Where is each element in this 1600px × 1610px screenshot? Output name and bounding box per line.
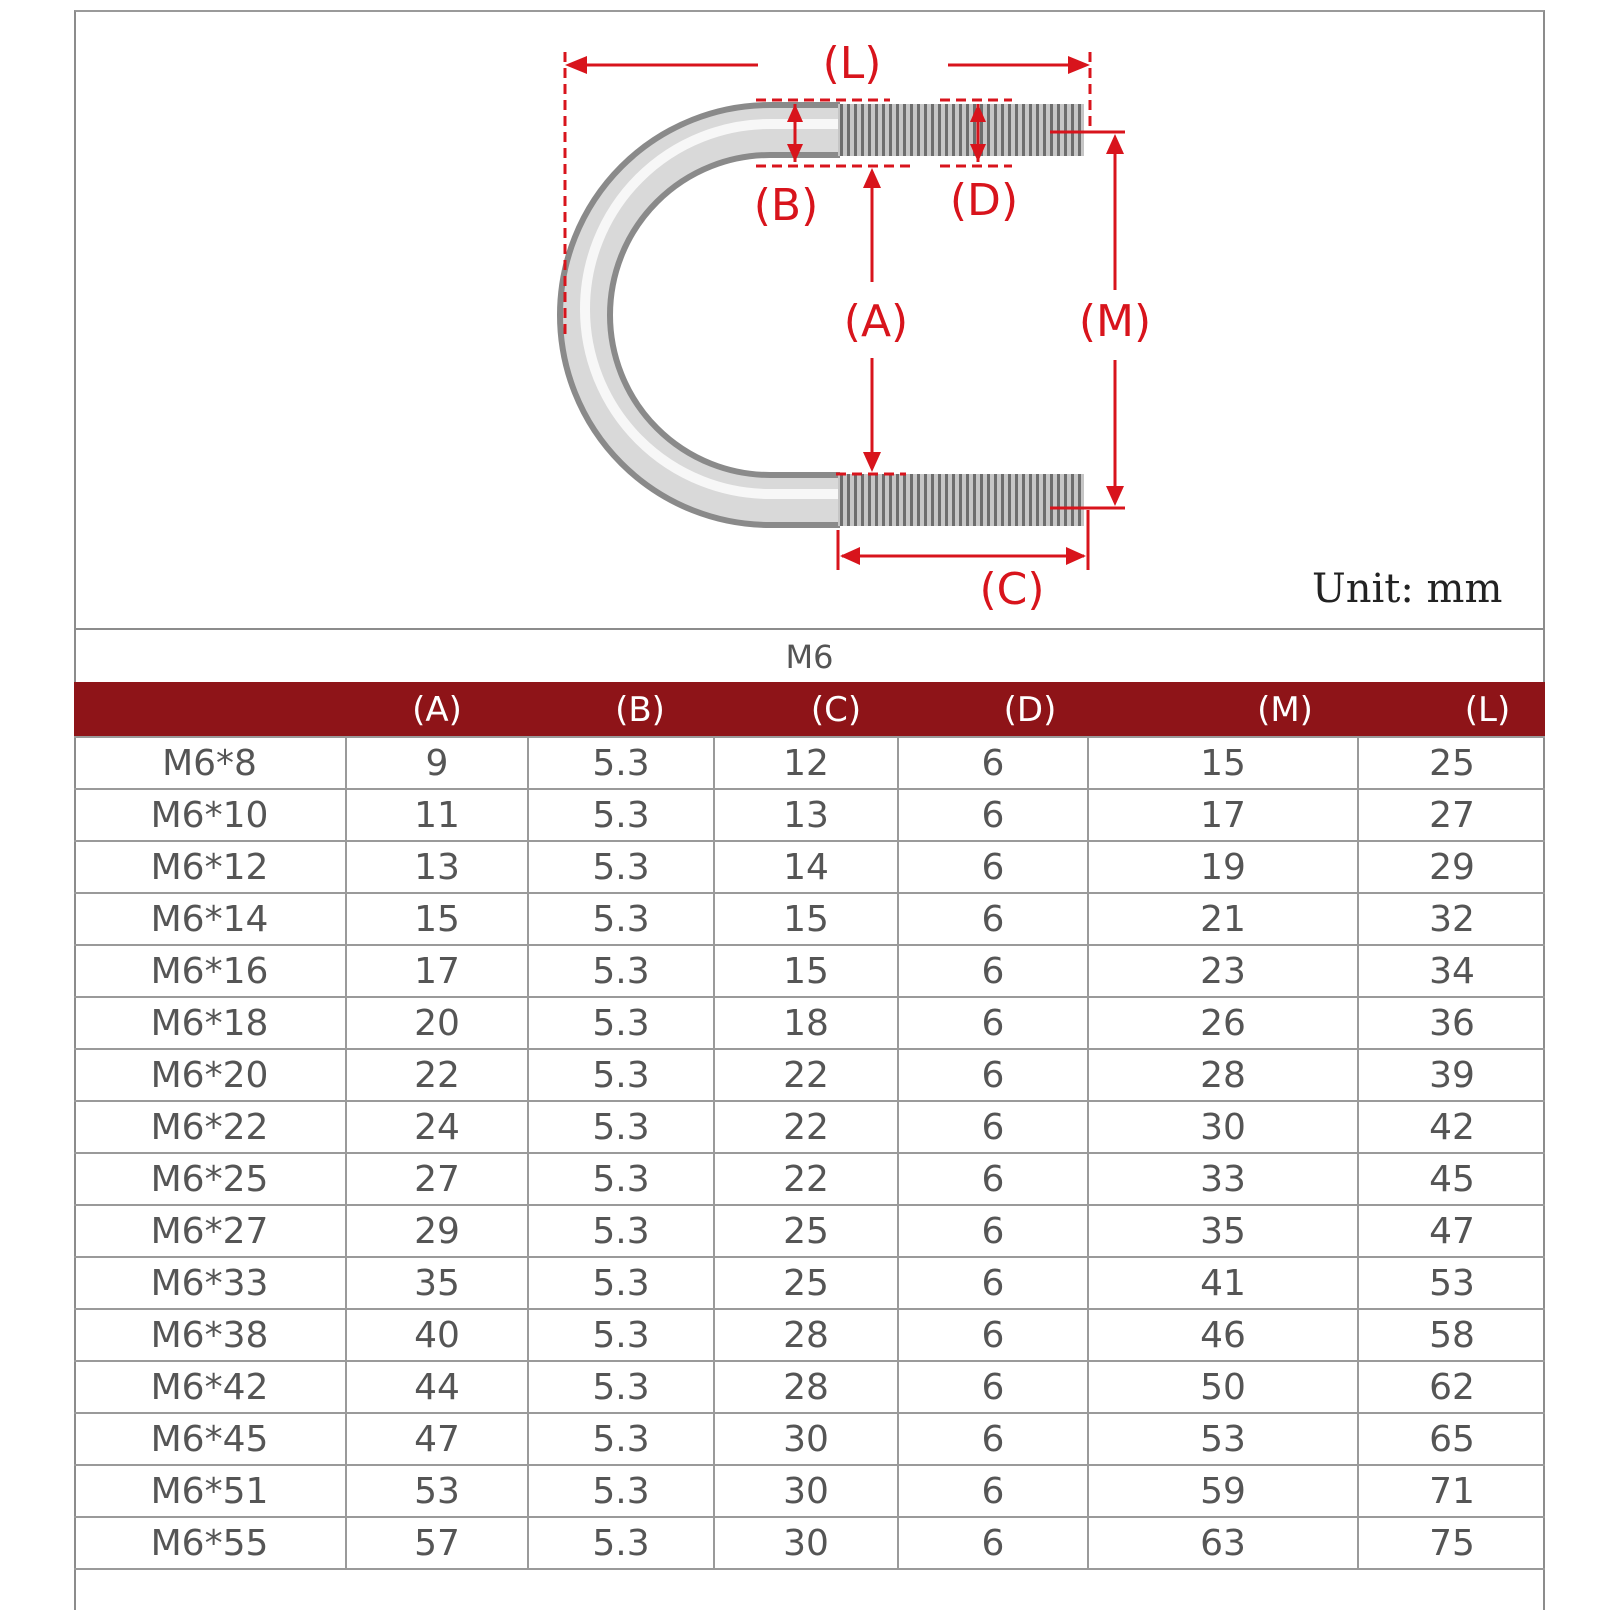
- cell-c: 22: [714, 1153, 898, 1205]
- cell-model: M6*8: [74, 737, 346, 789]
- cell-m: 30: [1088, 1101, 1358, 1153]
- cell-m: 59: [1088, 1465, 1358, 1517]
- cell-d: 6: [898, 1309, 1088, 1361]
- cell-c: 14: [714, 841, 898, 893]
- cell-b: 5.3: [528, 841, 714, 893]
- table-row: [74, 1101, 1545, 1153]
- cell-l: 75: [1358, 1517, 1545, 1569]
- label-m: (M): [1078, 296, 1152, 347]
- cell-c: 30: [714, 1465, 898, 1517]
- cell-l: 36: [1358, 997, 1545, 1049]
- cell-m: 15: [1088, 737, 1358, 789]
- cell-b: 5.3: [528, 1257, 714, 1309]
- cell-model: M6*12: [74, 841, 346, 893]
- cell-b: 5.3: [528, 737, 714, 789]
- label-d: (D): [949, 175, 1019, 226]
- cell-b: 5.3: [528, 1517, 714, 1569]
- cell-l: 71: [1358, 1465, 1545, 1517]
- cell-model: M6*38: [74, 1309, 346, 1361]
- cell-c: 15: [714, 893, 898, 945]
- cell-a: 44: [346, 1361, 528, 1413]
- cell-l: 39: [1358, 1049, 1545, 1101]
- cell-b: 5.3: [528, 1153, 714, 1205]
- cell-l: 27: [1358, 789, 1545, 841]
- cell-c: 22: [714, 1049, 898, 1101]
- table-row: [74, 893, 1545, 945]
- cell-d: 6: [898, 1101, 1088, 1153]
- cell-b: 5.3: [528, 1101, 714, 1153]
- label-a: (A): [843, 296, 909, 347]
- cell-m: 33: [1088, 1153, 1358, 1205]
- cell-a: 57: [346, 1517, 528, 1569]
- table-row: [74, 1413, 1545, 1465]
- cell-c: 13: [714, 789, 898, 841]
- table-row: [74, 1309, 1545, 1361]
- table-row: [74, 1257, 1545, 1309]
- cell-b: 5.3: [528, 945, 714, 997]
- cell-m: 46: [1088, 1309, 1358, 1361]
- cell-a: 20: [346, 997, 528, 1049]
- cell-l: 29: [1358, 841, 1545, 893]
- cell-c: 30: [714, 1517, 898, 1569]
- cell-a: 24: [346, 1101, 528, 1153]
- cell-m: 50: [1088, 1361, 1358, 1413]
- label-l: (L): [822, 38, 882, 89]
- table-row: [74, 1049, 1545, 1101]
- cell-model: M6*55: [74, 1517, 346, 1569]
- cell-m: 53: [1088, 1413, 1358, 1465]
- cell-model: M6*33: [74, 1257, 346, 1309]
- cell-model: M6*22: [74, 1101, 346, 1153]
- header-model: [74, 682, 346, 736]
- table-row: [74, 1465, 1545, 1517]
- cell-a: 35: [346, 1257, 528, 1309]
- cell-d: 6: [898, 893, 1088, 945]
- cell-m: 35: [1088, 1205, 1358, 1257]
- cell-l: 42: [1358, 1101, 1545, 1153]
- label-c: (C): [979, 564, 1045, 615]
- header-l: (L): [1464, 690, 1511, 730]
- cell-c: 18: [714, 997, 898, 1049]
- cell-l: 32: [1358, 893, 1545, 945]
- cell-a: 22: [346, 1049, 528, 1101]
- cell-d: 6: [898, 1465, 1088, 1517]
- cell-model: M6*45: [74, 1413, 346, 1465]
- cell-b: 5.3: [528, 789, 714, 841]
- header-d: (D): [1003, 690, 1057, 730]
- cell-b: 5.3: [528, 997, 714, 1049]
- lower-thread: [838, 474, 1084, 526]
- cell-l: 47: [1358, 1205, 1545, 1257]
- cell-model: M6*18: [74, 997, 346, 1049]
- cell-d: 6: [898, 841, 1088, 893]
- cell-c: 25: [714, 1257, 898, 1309]
- cell-d: 6: [898, 789, 1088, 841]
- table-row: [74, 789, 1545, 841]
- u-bolt-diagram: [76, 12, 1543, 628]
- table-row: [74, 841, 1545, 893]
- cell-d: 6: [898, 737, 1088, 789]
- cell-d: 6: [898, 1049, 1088, 1101]
- cell-model: M6*27: [74, 1205, 346, 1257]
- cell-d: 6: [898, 1257, 1088, 1309]
- table-row: [74, 1517, 1545, 1569]
- table-row: [74, 1205, 1545, 1257]
- table-row: [74, 737, 1545, 789]
- label-b: (B): [753, 180, 819, 231]
- cell-model: M6*51: [74, 1465, 346, 1517]
- table-group-title: M6: [74, 628, 1545, 682]
- cell-b: 5.3: [528, 1309, 714, 1361]
- cell-b: 5.3: [528, 1049, 714, 1101]
- header-m: (M): [1257, 690, 1313, 730]
- cell-d: 6: [898, 1413, 1088, 1465]
- upper-thread: [838, 104, 1084, 156]
- table-row: [74, 997, 1545, 1049]
- header-b: (B): [615, 690, 665, 730]
- cell-m: 21: [1088, 893, 1358, 945]
- cell-c: 30: [714, 1413, 898, 1465]
- cell-a: 40: [346, 1309, 528, 1361]
- cell-l: 34: [1358, 945, 1545, 997]
- cell-b: 5.3: [528, 1361, 714, 1413]
- cell-a: 15: [346, 893, 528, 945]
- header-a: (A): [412, 690, 462, 730]
- cell-a: 13: [346, 841, 528, 893]
- cell-a: 17: [346, 945, 528, 997]
- cell-l: 45: [1358, 1153, 1545, 1205]
- cell-l: 25: [1358, 737, 1545, 789]
- table-header-row: [74, 682, 1545, 736]
- spec-table: [74, 628, 1545, 1570]
- cell-d: 6: [898, 1153, 1088, 1205]
- cell-a: 27: [346, 1153, 528, 1205]
- cell-a: 11: [346, 789, 528, 841]
- cell-m: 26: [1088, 997, 1358, 1049]
- cell-model: M6*42: [74, 1361, 346, 1413]
- cell-b: 5.3: [528, 1205, 714, 1257]
- cell-model: M6*25: [74, 1153, 346, 1205]
- cell-b: 5.3: [528, 1413, 714, 1465]
- cell-m: 17: [1088, 789, 1358, 841]
- cell-model: M6*14: [74, 893, 346, 945]
- cell-l: 62: [1358, 1361, 1545, 1413]
- cell-l: 65: [1358, 1413, 1545, 1465]
- cell-a: 29: [346, 1205, 528, 1257]
- cell-d: 6: [898, 1361, 1088, 1413]
- cell-c: 12: [714, 737, 898, 789]
- cell-c: 22: [714, 1101, 898, 1153]
- header-c: (C): [810, 690, 862, 730]
- cell-c: 28: [714, 1361, 898, 1413]
- spec-table-body: [74, 736, 1545, 1570]
- cell-d: 6: [898, 1205, 1088, 1257]
- cell-m: 19: [1088, 841, 1358, 893]
- cell-d: 6: [898, 945, 1088, 997]
- cell-c: 25: [714, 1205, 898, 1257]
- cell-c: 15: [714, 945, 898, 997]
- cell-b: 5.3: [528, 1465, 714, 1517]
- cell-a: 9: [346, 737, 528, 789]
- u-bolt-drawing: [76, 12, 1543, 628]
- cell-m: 23: [1088, 945, 1358, 997]
- cell-d: 6: [898, 997, 1088, 1049]
- cell-a: 47: [346, 1413, 528, 1465]
- cell-a: 53: [346, 1465, 528, 1517]
- cell-model: M6*10: [74, 789, 346, 841]
- unit-label: Unit: mm: [1312, 566, 1503, 612]
- cell-c: 28: [714, 1309, 898, 1361]
- cell-b: 5.3: [528, 893, 714, 945]
- table-row: [74, 1153, 1545, 1205]
- cell-l: 58: [1358, 1309, 1545, 1361]
- cell-m: 28: [1088, 1049, 1358, 1101]
- cell-model: M6*20: [74, 1049, 346, 1101]
- cell-model: M6*16: [74, 945, 346, 997]
- cell-m: 41: [1088, 1257, 1358, 1309]
- cell-l: 53: [1358, 1257, 1545, 1309]
- cell-d: 6: [898, 1517, 1088, 1569]
- table-row: [74, 945, 1545, 997]
- table-row: [74, 1361, 1545, 1413]
- cell-m: 63: [1088, 1517, 1358, 1569]
